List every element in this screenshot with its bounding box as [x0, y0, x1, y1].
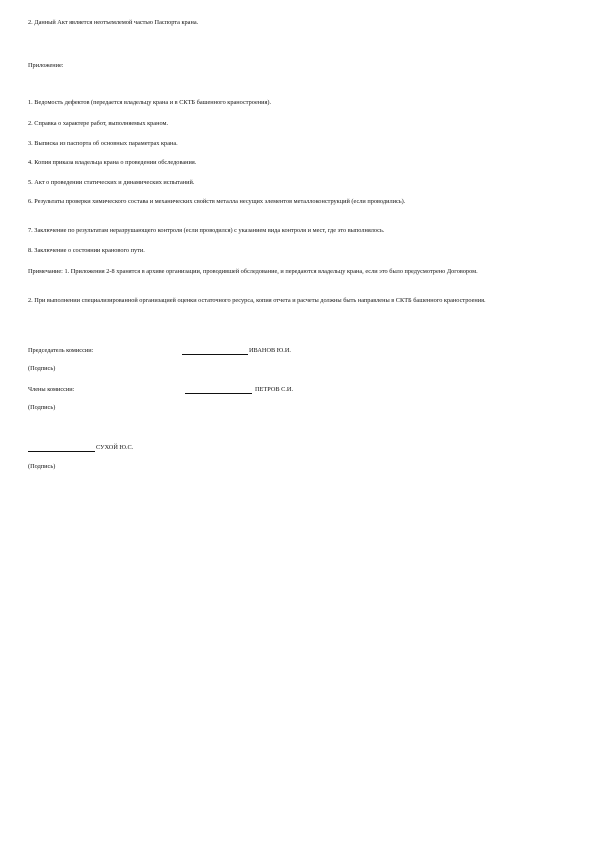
member-2-signature-caption: (Подпись): [28, 463, 56, 470]
chairman-label: Председатель комиссии:: [28, 347, 94, 354]
appendix-item-1: 1. Ведомость дефектов (передается владельцу крана и в СКТБ башенного краностроения).: [28, 99, 272, 106]
member-1-signature-caption: (Подпись): [28, 404, 56, 411]
member-1-signature-row: [28, 386, 568, 395]
member-2-signature-row: [28, 444, 568, 453]
appendix-item-8: 8. Заключение о состоянии кранового пути.: [28, 247, 145, 254]
appendix-item-5: 5. Акт о проведении статических и динамических испытаний.: [28, 179, 195, 186]
member-1-name: ПЕТРОВ С.И.: [255, 386, 294, 393]
note-2: 2. При выполнении специализированной организацией оценки остаточного ресурса, копия отчета и расчеты должны быть направлены в СКТБ башенного краностроения.: [28, 297, 486, 304]
member-2-signature-line: [28, 451, 95, 452]
chairman-signature-caption: (Подпись): [28, 365, 56, 372]
act-integral-part-text: 2. Данный Акт является неотъемлемой частью Паспорта крана.: [28, 19, 199, 26]
chairman-signature-row: [28, 347, 568, 356]
commission-members-label: Члены комиссии:: [28, 386, 75, 393]
appendix-item-3: 3. Выписка из паспорта об основных параметрах крана.: [28, 140, 178, 147]
member-1-signature-line: [185, 393, 252, 394]
chairman-signature-line: [182, 354, 248, 355]
chairman-name: ИВАНОВ Ю.И.: [249, 347, 291, 354]
note-1: Примечание: 1. Приложения 2-8 хранятся в архиве организации, проводившей обследование, и передаются владельцу крана, если это было предусмотрено Договором.: [28, 268, 478, 275]
member-2-name: СУХОЙ Ю.С.: [96, 444, 134, 451]
appendix-item-7: 7. Заключение по результатам неразрушающего контроля (если проводился) с указанием вида контроля и мест, где это выполнялось.: [28, 227, 385, 234]
appendix-heading: Приложение:: [28, 62, 64, 69]
appendix-item-2: 2. Справка о характере работ, выполняемых краном.: [28, 120, 169, 127]
appendix-item-6: 6. Результаты проверки химического состава и механических свойств металла несущих элементов металлоконструкций (если проводились).: [28, 198, 406, 205]
appendix-item-4: 4. Копия приказа владельца крана о проведении обследования.: [28, 159, 197, 166]
